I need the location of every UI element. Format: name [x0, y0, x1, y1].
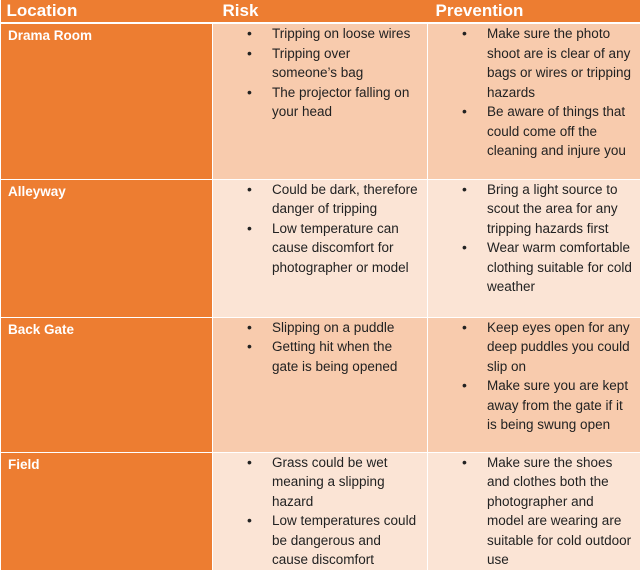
prevention-list: [428, 453, 640, 570]
prevention-list: [428, 24, 640, 161]
table-row: [1, 23, 640, 179]
prevention-cell: [428, 23, 640, 179]
risk-list: [213, 453, 427, 570]
risk-list: [213, 24, 427, 122]
location-cell: Drama Room: [1, 23, 213, 179]
table-row: [1, 317, 640, 452]
risk-item: • Low temperatures could be dangerous and cause discomfort: [213, 511, 427, 570]
header-prevention: Prevention: [428, 0, 640, 23]
prevention-list: [428, 180, 640, 297]
header-location: Location: [1, 0, 213, 23]
prevention-item: • Be aware of things that could come off the cleaning and injure you: [428, 102, 640, 161]
risk-cell: [213, 23, 428, 179]
header-row: [1, 0, 640, 23]
risk-item: • The projector falling on your head: [213, 83, 427, 122]
prevention-cell: [428, 179, 640, 317]
risk-item: • Low temperature can cause discomfort for photographer or model: [213, 219, 427, 278]
risk-item: • Tripping on loose wires: [213, 24, 427, 44]
table-row: [1, 452, 640, 570]
risk-item: • Tripping over someone’s bag: [213, 44, 427, 83]
risk-list: [213, 180, 427, 278]
prevention-cell: [428, 317, 640, 452]
location-cell: Back Gate: [1, 317, 213, 452]
prevention-cell: [428, 452, 640, 570]
header-risk: Risk: [213, 0, 428, 23]
prevention-item: • Make sure the photo shoot are is clear of any bags or wires or tripping hazards: [428, 24, 640, 102]
risk-list: [213, 318, 427, 377]
risk-cell: [213, 317, 428, 452]
risk-item: • Slipping on a puddle: [213, 318, 427, 338]
prevention-item: • Make sure you are kept away from the gate if it is being swung open: [428, 376, 640, 435]
risk-item: • Grass could be wet meaning a slipping hazard: [213, 453, 427, 512]
prevention-item: • Wear warm comfortable clothing suitable for cold weather: [428, 238, 640, 297]
risk-cell: [213, 452, 428, 570]
prevention-item: • Keep eyes open for any deep puddles you could slip on: [428, 318, 640, 377]
prevention-item: • Bring a light source to scout the area for any tripping hazards first: [428, 180, 640, 239]
location-cell: Field: [1, 452, 213, 570]
location-cell: Alleyway: [1, 179, 213, 317]
risk-cell: [213, 179, 428, 317]
risk-item: • Getting hit when the gate is being opened: [213, 337, 427, 376]
table-row: [1, 179, 640, 317]
prevention-item: • Make sure the shoes and clothes both the photographer and model are wearing are suitable for cold outdoor use: [428, 453, 640, 570]
risk-item: • Could be dark, therefore danger of tripping: [213, 180, 427, 219]
prevention-list: [428, 318, 640, 435]
